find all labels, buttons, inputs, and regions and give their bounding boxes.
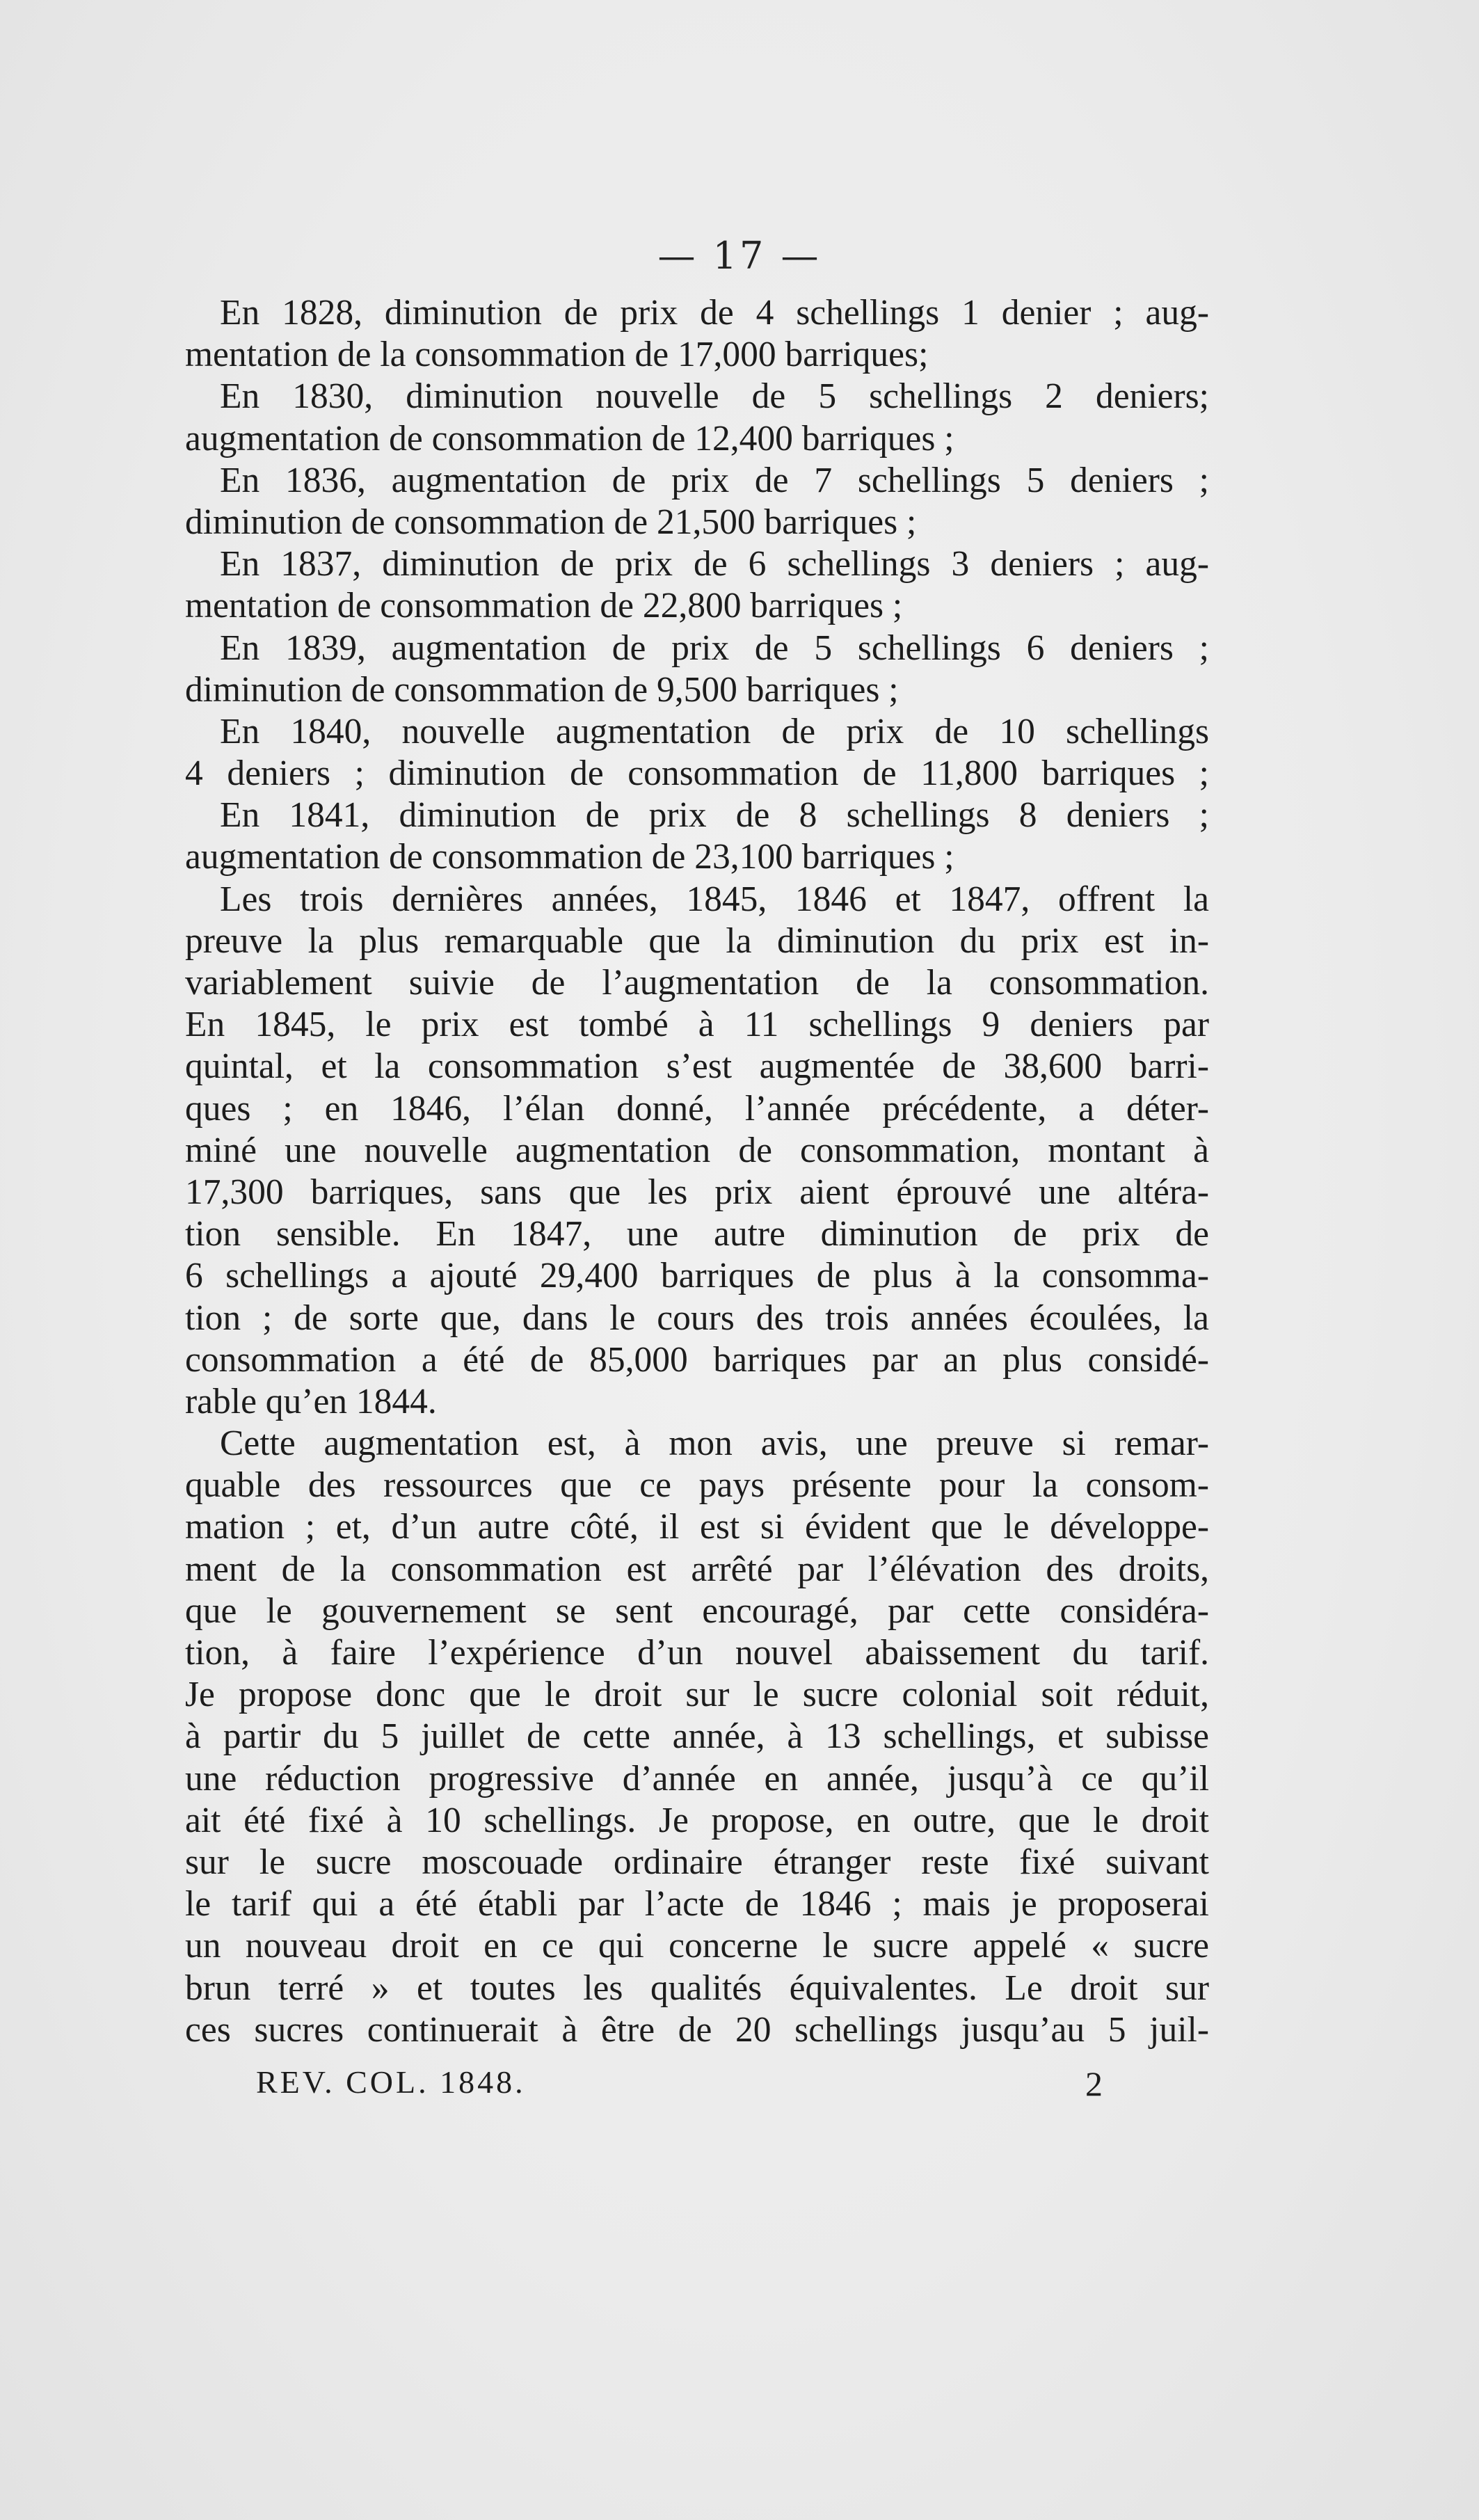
text-line: En 1836, augmentation de prix de 7 schellings 5 deniers ; [220, 460, 1209, 500]
text-line: En 1841, diminution de prix de 8 schellings 8 deniers ; [220, 795, 1209, 836]
text-line: tion ; de sorte que, dans le cours des trois années écoulées, la [185, 1298, 1209, 1338]
text-line: En 1845, le prix est tombé à 11 schellings 9 deniers par [185, 1005, 1209, 1045]
text-line: ces sucres continuerait à être de 20 schellings jusqu’au 5 juil- [185, 2009, 1209, 2050]
sheet-number: 2 [1085, 2064, 1103, 2103]
text-line: 6 schellings a ajouté 29,400 barriques de plus à la consomma- [185, 1256, 1209, 1296]
text-line: variablement suivie de l’augmentation de la consommation. [185, 963, 1209, 1003]
text-line: En 1830, diminution nouvelle de 5 schellings 2 deniers; [220, 376, 1209, 417]
text-line: Je propose donc que le droit sur le sucre colonial soit réduit, [185, 1675, 1209, 1715]
text-line: quable des ressources que ce pays présente pour la consom- [185, 1465, 1209, 1506]
text-line: ment de la consommation est arrêté par l’élévation des droits, [185, 1549, 1209, 1589]
text-line: Les trois dernières années, 1845, 1846 et 1847, offrent la [220, 879, 1209, 919]
text-line: que le gouvernement se sent encouragé, par cette considéra- [185, 1590, 1209, 1631]
text-line: preuve la plus remarquable que la diminution du prix est in- [185, 920, 1209, 961]
text-line: tion, à faire l’expérience d’un nouvel abaissement du tarif. [185, 1633, 1209, 1673]
text-line: une réduction progressive d’année en année, jusqu’à ce qu’il [185, 1758, 1209, 1799]
text-line: sur le sucre moscouade ordinaire étranger reste fixé suivant [185, 1842, 1209, 1882]
text-line: En 1837, diminution de prix de 6 schellings 3 deniers ; aug- [220, 544, 1209, 584]
text-line: ait été fixé à 10 schellings. Je propose, en outre, que le droit [185, 1800, 1209, 1840]
text-line: mentation de consommation de 22,800 barriques ; [185, 586, 903, 626]
text-line: En 1840, nouvelle augmentation de prix de 10 schellings [220, 711, 1209, 751]
text-line: à partir du 5 juillet de cette année, à 13 schellings, et subisse [185, 1716, 1209, 1757]
text-line: consommation a été de 85,000 barriques par an plus considé- [185, 1339, 1209, 1380]
page-number: — 17 — [657, 234, 822, 278]
text-line: Cette augmentation est, à mon avis, une preuve si remar- [220, 1424, 1209, 1464]
text-line: diminution de consommation de 21,500 barriques ; [185, 502, 917, 542]
text-line: mation ; et, d’un autre côté, il est si évident que le développe- [185, 1507, 1209, 1547]
text-line: En 1839, augmentation de prix de 5 schellings 6 deniers ; [220, 628, 1209, 668]
text-line: diminution de consommation de 9,500 barriques ; [185, 669, 899, 710]
text-line: augmentation de consommation de 23,100 barriques ; [185, 837, 954, 877]
text-line: quintal, et la consommation s’est augmentée de 38,600 barri- [185, 1046, 1209, 1087]
text-line: 4 deniers ; diminution de consommation de 11,800 barriques ; [185, 753, 1209, 794]
text-line: le tarif qui a été établi par l’acte de 1846 ; mais je proposerai [185, 1884, 1209, 1924]
text-line: ques ; en 1846, l’élan donné, l’année précédente, a déter- [185, 1088, 1209, 1129]
text-line: En 1828, diminution de prix de 4 schellings 1 denier ; aug- [220, 293, 1209, 333]
text-line: tion sensible. En 1847, une autre diminution de prix de [185, 1214, 1209, 1254]
text-line: miné une nouvelle augmentation de consommation, montant à [185, 1130, 1209, 1170]
page-footer [0, 2064, 1479, 2105]
body-text [185, 292, 1209, 2051]
text-line: un nouveau droit en ce qui concerne le sucre appelé « sucre [185, 1926, 1209, 1966]
text-line: 17,300 barriques, sans que les prix aient éprouvé une altéra- [185, 1172, 1209, 1212]
text-line: rable qu’en 1844. [185, 1381, 437, 1421]
text-line: augmentation de consommation de 12,400 barriques ; [185, 418, 954, 458]
text-line: mentation de la consommation de 17,000 barriques; [185, 335, 929, 375]
signature-mark: REV. COL. 1848. [256, 2064, 526, 2100]
text-line: brun terré » et toutes les qualités équivalentes. Le droit sur [185, 1968, 1209, 2008]
